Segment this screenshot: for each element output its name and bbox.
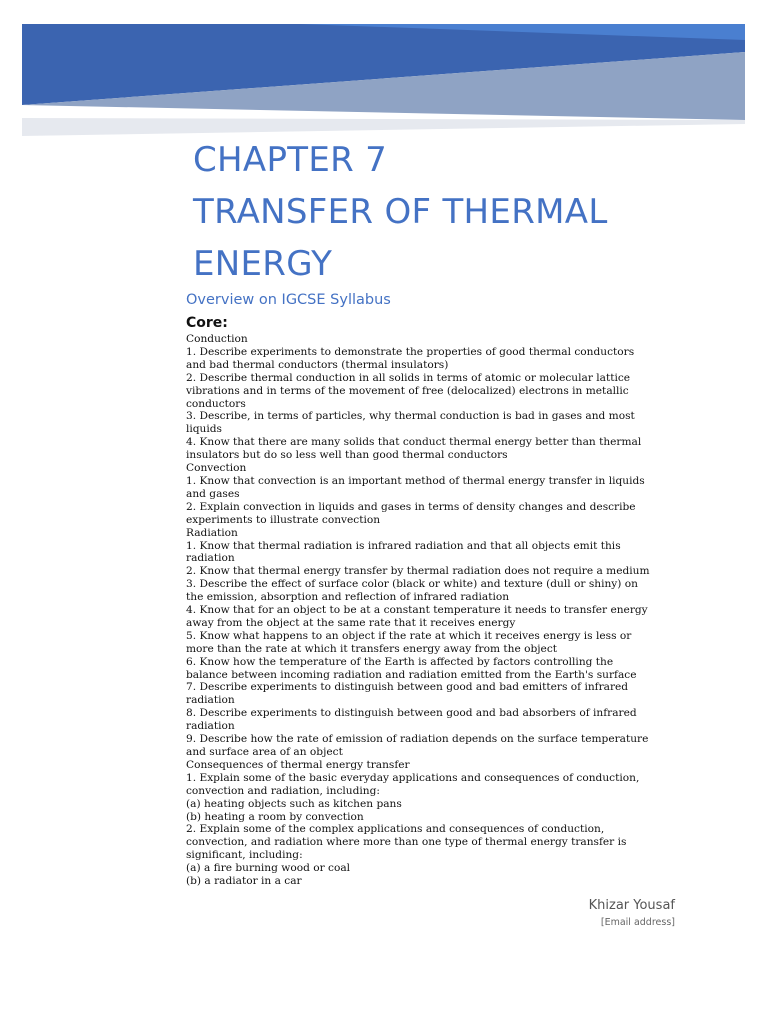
syllabus-line: the emission, absorption and reflection of infrared radiation	[186, 591, 510, 604]
syllabus-line: 3. Describe, in terms of particles, why thermal conduction is bad in gases and most	[186, 410, 635, 423]
syllabus-line: 1. Describe experiments to demonstrate the properties of good thermal conductors	[186, 345, 635, 358]
syllabus-line: and bad thermal conductors (thermal insulators)	[186, 358, 449, 371]
syllabus-line: 7. Describe experiments to distinguish between good and bad emitters of infrared	[186, 681, 629, 694]
syllabus-line: insulators but do so less well than good thermal conductors	[186, 449, 508, 462]
syllabus-line: Consequences of thermal energy transfer	[186, 758, 410, 771]
chapter-number: CHAPTER 7	[193, 140, 388, 180]
header-banner	[0, 0, 768, 150]
syllabus-line: away from the object at the same rate that it receives energy	[186, 616, 516, 629]
syllabus-line: and gases	[186, 487, 240, 500]
syllabus-line: balance between incoming radiation and radiation emitted from the Earth's surface	[186, 668, 637, 681]
syllabus-line: (a) a fire burning wood or coal	[186, 862, 351, 875]
syllabus-body	[186, 333, 686, 888]
syllabus-line: Radiation	[186, 526, 238, 539]
syllabus-line: 2. Explain convection in liquids and gases in terms of density changes and describe	[186, 500, 636, 513]
syllabus-line: convection and radiation, including:	[186, 784, 380, 797]
syllabus-line: experiments to illustrate convection	[186, 513, 381, 526]
syllabus-line: (b) a radiator in a car	[186, 875, 302, 888]
syllabus-line: (a) heating objects such as kitchen pans	[186, 797, 402, 810]
syllabus-line: (b) heating a room by convection	[186, 810, 364, 823]
syllabus-line: 4. Know that for an object to be at a constant temperature it needs to transfer energy	[186, 604, 648, 617]
email-placeholder: [Email address]	[600, 917, 675, 928]
chapter-title-line-2: ENERGY	[193, 244, 333, 284]
syllabus-line: radiation	[186, 694, 235, 707]
syllabus-line: 6. Know how the temperature of the Earth is affected by factors controlling the	[186, 655, 614, 668]
syllabus-line: Convection	[186, 462, 247, 475]
syllabus-line: 2. Describe thermal conduction in all solids in terms of atomic or molecular lattice	[186, 371, 631, 384]
syllabus-line: 9. Describe how the rate of emission of radiation depends on the surface temperature	[186, 733, 649, 746]
overview-heading: Overview on IGCSE Syllabus	[186, 292, 391, 308]
syllabus-line: radiation	[186, 552, 235, 565]
author-name: Khizar Yousaf	[588, 898, 675, 913]
syllabus-line: 1. Know that convection is an important method of thermal energy transfer in liquids	[186, 474, 645, 487]
syllabus-line: 1. Explain some of the basic everyday applications and consequences of conduction,	[186, 771, 640, 784]
syllabus-line: vibrations and in terms of the movement of free (delocalized) electrons in metallic	[186, 384, 629, 397]
syllabus-line: 2. Explain some of the complex applications and consequences of conduction,	[186, 823, 605, 836]
syllabus-line: convection, and radiation where more than one type of thermal energy transfer is	[186, 836, 627, 849]
core-heading: Core:	[186, 315, 228, 331]
syllabus-line: 4. Know that there are many solids that conduct thermal energy better than thermal	[186, 436, 642, 449]
syllabus-line: 2. Know that thermal energy transfer by thermal radiation does not require a medium	[186, 565, 650, 578]
syllabus-line: and surface area of an object	[186, 746, 343, 758]
chapter-title	[193, 134, 753, 290]
syllabus-line: liquids	[186, 423, 222, 436]
syllabus-line: 5. Know what happens to an object if the rate at which it receives energy is less or	[186, 629, 632, 642]
chapter-title-line-1: TRANSFER OF THERMAL	[193, 192, 608, 232]
syllabus-line: 3. Describe the effect of surface color (black or white) and texture (dull or shiny) on	[186, 578, 638, 591]
syllabus-line: 8. Describe experiments to distinguish between good and bad absorbers of infrared	[186, 707, 637, 720]
syllabus-line: 1. Know that thermal radiation is infrared radiation and that all objects emit this	[186, 539, 621, 552]
syllabus-line: radiation	[186, 720, 235, 733]
syllabus-line: significant, including:	[186, 849, 303, 862]
syllabus-line: more than the rate at which it transfers energy away from the object	[186, 642, 558, 655]
syllabus-line: Conduction	[186, 333, 248, 345]
syllabus-line: conductors	[186, 397, 246, 410]
